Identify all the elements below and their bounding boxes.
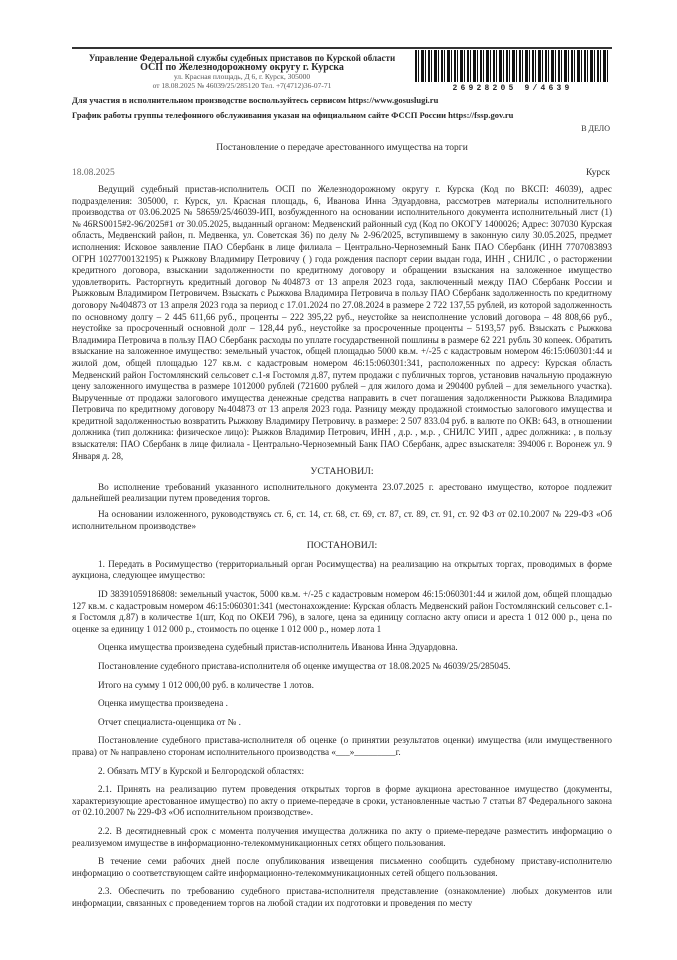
department-name: ОСП по Железнодорожному округу г. Курска bbox=[140, 62, 344, 73]
resolved-item: Оценка имущества произведена судебный пристав-исполнитель Иванова Инна Эдуардовна. bbox=[98, 642, 458, 653]
barcode-number: 26928205 9/4639 bbox=[452, 84, 573, 93]
document-date: 18.08.2025 bbox=[72, 168, 115, 178]
v-delo-mark: В ДЕЛО bbox=[581, 124, 610, 133]
document-city: Курск bbox=[586, 168, 610, 178]
agency-block bbox=[72, 53, 412, 90]
document-body bbox=[72, 184, 612, 916]
established-paragraph: Во исполнение требований указанного исполнительного документа 23.07.2025 г. арестовано имущество, которое подлежит дальнейшей реализации путем проведения торгов. bbox=[72, 481, 612, 504]
gosuslugi-notice: Для участия в исполнительном производстве воспользуйтесь сервисом https://www.gosuslugi.ru bbox=[72, 95, 439, 105]
phone-service-notice: График работы группы телефонного обслуживания указан на официальном сайте ФССП России https://fssp.gov.ru bbox=[72, 110, 514, 120]
established-heading: УСТАНОВИЛ: bbox=[310, 466, 374, 478]
intro-paragraph: Ведущий судебный пристав-исполнитель ОСП по Железнодорожному округу г. Курска (Код по ВКСП: 46039), адрес подразделения: 305000, г. Курск, ул. Красная площадь, 6, Иванова Инна Эдуардовна, рассмотрев материалы исполнительного производства от 03.06.2025 № 58659/25/46039-ИП, возбужденного на основании исполнительного документа исполнительный лист (1) № 46RS0015#2-96/2025#1 от 30.05.2025, выданный органом: Медвенский районный суд (Код по ОКОГУ 1400026; Адрес: 307030 Курская область, Медвенский район, п. Медвенка, ул. Советская 36) по делу № 2-96/2025, вступившему в законную силу 30.05.2025, предмет исполнения: Исковое заявление ПАО Сбербанк в лице филиала – Центрально-Черноземный Банк ПАО Сбербанк (ИНН 7707083893 ОГРН 1027700132195) к Рыжкову Владимиру Петровичу ( ) года рождения паспорт серии выдан года, ИНН , СНИЛС , о расторжении кредитного договора, взыскании задолженности по кредитному договору и обращении взыскания на заложенное имущество удовлетворить. Расторгнуть кредитный договор №404873 от 13 апреля 2023 года, заключенный между ПАО Сбербанк России и Рыжковым Владимиром Петровичем. Взыскать с Рыжкова Владимира Петровича в пользу ПАО Сбербанк задолженность по кредитному договору №404873 от 13 апреля 2023 года за период с 17.01.2024 по 27.08.2024 в размере 2 722 137,55 рублей, из которой задолженность по основному долгу – 2 445 611,66 руб., проценты – 222 395,22 руб., неустойке за неисполнение условий договора – 48 808,66 руб., неустойке за просроченный основной долг – 128,44 руб., неустойке за просроченные проценты – 5193,57 руб. Взыскать с Рыжкова Владимира Петровича в пользу ПАО Сбербанк расходы по уплате государственной пошлины в размере 62 221 рубль 30 копеек. Обратить взыскание на заложенное имущество: земельный участок, общей площадью 5000 кв.м. +/-25 с кадастровым номером 46:15:060301:44 и жилой дом, общей площадью 127 кв.м. с кадастровым номером 46:15:060301:341, расположенных по адресу: Курская область Медвенский район Гостомлянский сельсовет с.1-я Гостомля д.87, путем продажи с публичных торгов, установив начальную продажную цену заложенного имущества в размере 1012000 рублей (721600 рублей – для жилого дома и 290400 рублей – для земельного участка). Вырученные от продажи залогового имущества денежные средства направить в счет погашения задолженности Рыжкова Владимира Петровича по кредитному договору №404873 от 13 апреля 2023 года. Разницу между продажной стоимостью залогового имущества и кредитной задолженностью возвратить Рыжкову Владимиру Петровичу. в размере: 2 507 833.04 руб. в валюте по ОКВ: 643, в отношении должника (тип должника: физическое лицо): Рыжков Владимир Петрович, ИНН , д.р. , м.р. , СНИЛС УИП , адрес должника: , в пользу взыскателя: ПАО Сбербанк в лице филиала - Центрально-Черноземный Банк ПАО Сбербанк, адрес взыскателя: 394006 г. Воронеж ул. 9 Января д. 28, bbox=[72, 184, 612, 461]
barcode bbox=[415, 50, 610, 82]
resolved-item: Постановление судебного пристава-исполнителя об оценке имущества от 18.08.2025 № 46039/25/285045. bbox=[98, 660, 511, 671]
resolved-item: 2.2. В десятидневный срок с момента получения имущества должника по акту о приеме-передаче разместить информацию о реализуемом имуществе в информационно-телекоммуникационных сетях общего пользования. bbox=[72, 825, 612, 848]
resolved-item: 2.1. Принять на реализацию путем проведения открытых торгов в форме аукциона арестованное имущество (документы, характеризующие арестованное имущество) по акту о приеме-передаче в сроки, установленные частью 7 статьи 87 Федерального закона от 02.10.2007 № 229-ФЗ «Об исполнительном производстве». bbox=[72, 784, 612, 818]
resolved-item: Постановление судебного пристава-исполнителя об оценке (о принятии результатов оценки) имущества (или имущественного права) от № направлено сторонам исполнительного производства «___»_________г. bbox=[72, 735, 612, 757]
document-title: Постановление о передаче арестованного имущества на торги bbox=[216, 143, 468, 153]
agency-address: ул. Красная площадь, Д 6, г. Курск, 305000 bbox=[173, 72, 311, 81]
resolved-item: Итого на сумму 1 012 000,00 руб. в количестве 1 лотов. bbox=[98, 679, 314, 690]
agency-name: Управление Федеральной службы судебных приставов по Курской области bbox=[88, 53, 396, 63]
header-rule bbox=[72, 47, 612, 49]
outgoing-ref: от 18.08.2025 № 46039/25/285120 Тел. +7(4712)36-07-71 bbox=[152, 80, 332, 90]
resolved-item: Оценка имущества произведена . bbox=[98, 698, 228, 709]
established-paragraph: На основании изложенного, руководствуясь ст. 6, ст. 14, ст. 68, ст. 69, ст. 87, ст. 89, ст. 91, ст. 92 ФЗ от 02.10.2007 № 229-ФЗ «Об исполнительном производстве» bbox=[72, 509, 612, 531]
resolved-item: ID 38391059186808: земельный участок, 5000 кв.м. +/-25 с кадастровым номером 46:15:060301:44 и жилой дом, общей площадью 127 кв.м. с кадастровым номером 46:15:060301:341 (местонахождение: Курская область Медвенский район Гостомлянский сельсовет с.1-я Гостомля д.87) в количестве 1(шт, Код по ОКЕИ 796), в залоге, цена за единицу согласно акту описи и ареста 1 012 000 р., цена по оценке за единицу 1 012 000 р., стоимость по оценке 1 012 000 р., номер лота 1 bbox=[72, 589, 612, 634]
resolved-item: В течение семи рабочих дней после опубликования извещения письменно сообщить судебному приставу-исполнителю информацию о соответствующем сайте информационно-телекоммуникационных сетей общего пользования. bbox=[72, 856, 612, 878]
resolved-item: 1. Передать в Росимущество (территориальный орган Росимущества) на реализацию на открытых торгах, проводимых в форме аукциона, следующее имущество: bbox=[72, 558, 612, 581]
resolved-item: Отчет специалиста-оценщика от № . bbox=[98, 716, 241, 727]
resolved-heading: ПОСТАНОВИЛ: bbox=[306, 540, 378, 552]
resolved-item: 2.3. Обеспечить по требованию судебного пристава-исполнителя представление (ознакомление) любых документов или информации, связанных с проведением торгов на любой стадии их подготовки и проведения по месту bbox=[72, 886, 612, 908]
resolved-item: 2. Обязать МТУ в Курской и Белгородской областях: bbox=[98, 765, 304, 776]
